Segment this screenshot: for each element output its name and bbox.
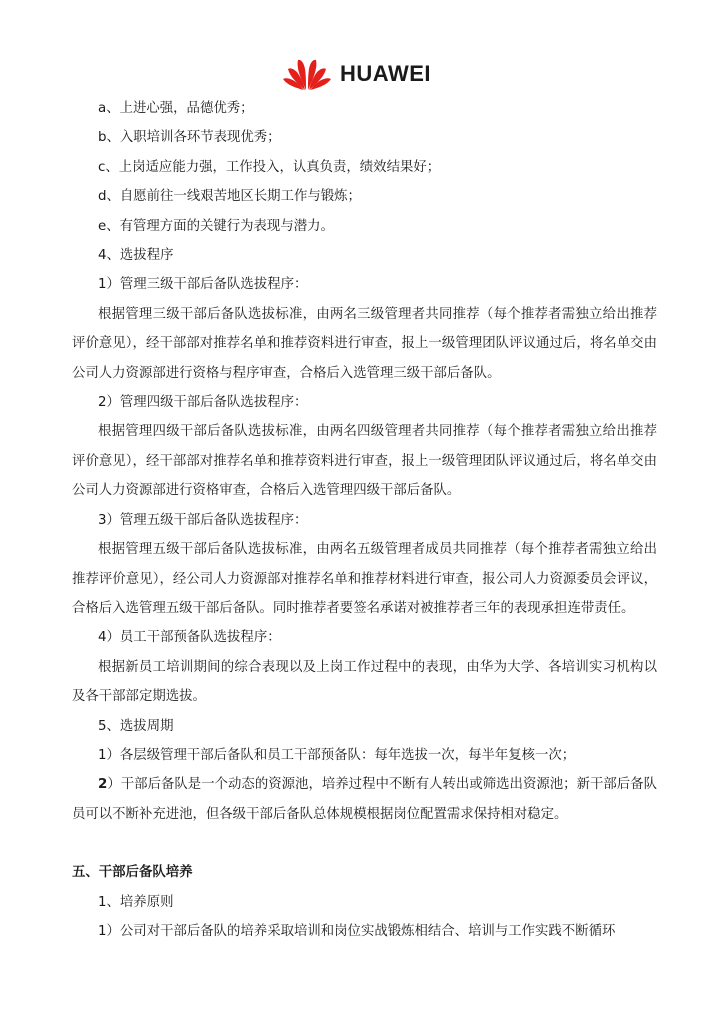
brand-name: HUAWEI [340, 61, 431, 86]
criteria-a: a、上进心强，品德优秀； [98, 101, 254, 116]
cycle-item-2 [72, 770, 657, 829]
sub4-title: 4）员工干部预备队选拔程序： [98, 630, 281, 646]
criteria-b: b、入职培训各环节表现优秀； [98, 130, 281, 146]
cycle-item-2-number: 2 [98, 777, 108, 793]
criteria-c: c、上岗适应能力强，工作投入，认真负责，绩效结果好； [98, 159, 441, 175]
heading-selection-cycle: 5、选拔周期 [98, 718, 174, 734]
sub2-text: 根据管理四级干部后备队选拔标准，由两名四级管理者共同推荐（每个推荐者需独立给出推荐评价意见），经干部部对推荐名单和推荐资料进行审查，报上一级管理团队评议通过后，将名单交由公司人力资源部进行资格审查，合格后入选管理四级干部后备队。 [72, 424, 657, 499]
heading-training-principles: 1、培养原则 [98, 894, 174, 910]
heading-selection-procedure: 4、选拔程序 [98, 248, 174, 264]
page-header [282, 56, 431, 92]
section-title-training: 五、干部后备队培养 [72, 865, 193, 881]
sub4-text: 根据新员工培训期间的综合表现以及上岗工作过程中的表现，由华为大学、各培训实习机构以及各干部部定期选拔。 [72, 659, 657, 705]
sub1-title: 1）管理三级干部后备队选拔程序： [98, 277, 308, 293]
sub3-title: 3）管理五级干部后备队选拔程序： [98, 512, 308, 528]
sub3-text: 根据管理五级干部后备队选拔标准，由两名五级管理者成员共同推荐（每个推荐者需独立给出推荐评价意见），经公司人力资源部对推荐名单和推荐材料进行审查，报公司人力资源委员会评议，合格后入选管理五级干部后备队。同时推荐者要签名承诺对被推荐者三年的表现承担连带责任。 [72, 542, 657, 616]
cycle-item-2-text: ）干部后备队是一个动态的资源池，培养过程中不断有人转出或筛选出资源池；新干部后备队员可以不断补充进池，但各级干部后备队总体规模根据岗位配置需求保持相对稳定。 [72, 777, 657, 822]
training-text: 1）公司对干部后备队的培养采取培训和岗位实战锻炼相结合、培训与工作实践不断循环 [98, 923, 616, 939]
document-body [72, 94, 657, 946]
criteria-e: e、有管理方面的关键行为表现与潜力。 [98, 218, 334, 234]
huawei-logo-icon [282, 57, 332, 91]
sub1-text: 根据管理三级干部后备队选拔标准，由两名三级管理者共同推荐（每个推荐者需独立给出推荐评价意见），经干部部对推荐名单和推荐资料进行审查，报上一级管理团队评议通过后，将名单交由公司人力资源部进行资格与程序审查，合格后入选管理三级干部后备队。 [72, 306, 657, 381]
sub2-title: 2）管理四级干部后备队选拔程序： [98, 395, 308, 411]
criteria-d: d、自愿前往一线艰苦地区长期工作与锻炼； [98, 189, 361, 205]
cycle-item-1: 1）各层级管理干部后备队和员工干部预备队：每年选拔一次，每半年复核一次； [98, 747, 576, 763]
